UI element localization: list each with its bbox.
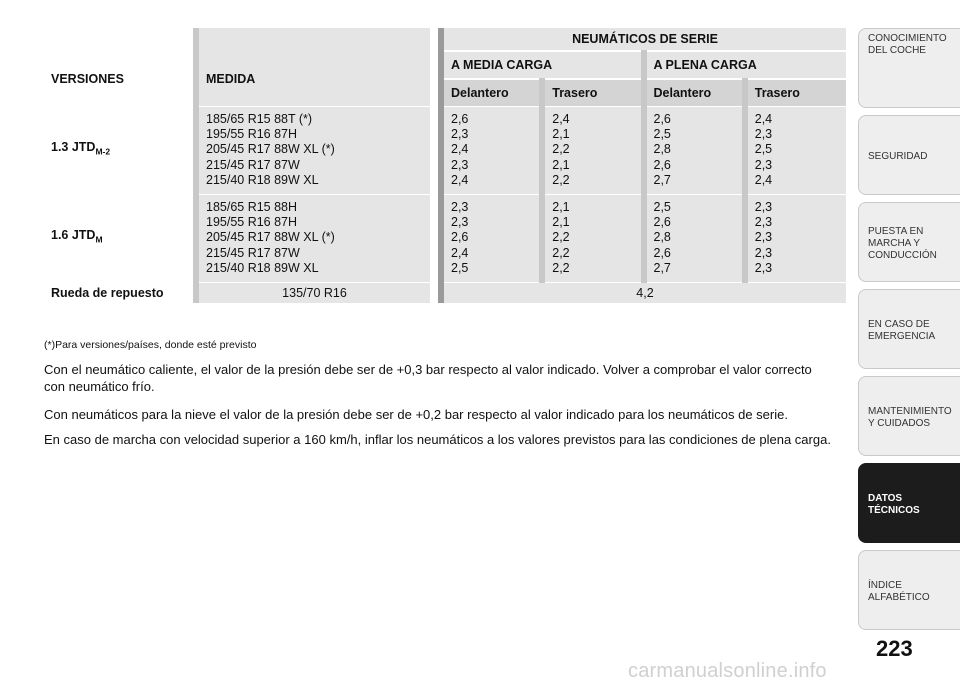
medida-cell: 185/65 R15 88H 195/55 R16 87H 205/45 R17 88W XL (*) 215/45 R17 87W 215/40 R18 89W XL	[196, 195, 430, 283]
footnote: (*)Para versiones/países, donde esté previsto	[44, 339, 257, 351]
plena-trasero-cell: 2,3 2,3 2,3 2,3 2,3	[745, 195, 846, 283]
medida-cell: 185/65 R15 88T (*) 195/55 R16 87H 205/45 R17 88W XL (*) 215/45 R17 87W 215/40 R18 89W XL	[196, 107, 430, 195]
media-trasero-cell: 2,4 2,1 2,2 2,1 2,2	[542, 107, 643, 195]
page-number: 223	[876, 636, 913, 661]
header-plena-trasero: Trasero	[745, 79, 846, 107]
header-series: NEUMÁTICOS DE SERIE	[441, 28, 846, 51]
header-media-carga: A MEDIA CARGA	[441, 51, 644, 79]
paragraph: Con neumáticos para la nieve el valor de la presión debe ser de +0,2 bar respecto al valor indicado para los neumáticos de serie.	[44, 407, 788, 422]
header-media-delantero: Delantero	[441, 79, 542, 107]
version-cell: 1.6 $JTD_M$	[44, 195, 196, 283]
tab-datos-tecnicos[interactable]: DATOS TÉCNICOS	[858, 463, 960, 543]
header-versiones: VERSIONES	[51, 71, 124, 86]
table-row	[44, 107, 846, 195]
header-plena-carga: A PLENA CARGA	[644, 51, 847, 79]
tab-indice-alfabetico[interactable]: ÍNDICE ALFABÉTICO	[858, 550, 960, 630]
table-row-spare	[44, 283, 846, 304]
spare-value: 4,2	[441, 283, 846, 304]
tab-seguridad[interactable]: SEGURIDAD	[858, 115, 960, 195]
media-delantero-cell: 2,3 2,3 2,6 2,4 2,5	[441, 195, 542, 283]
paragraph: En caso de marcha con velocidad superior a 160 km/h, inflar los neumáticos a los valores previstos para las condiciones de plena carga.	[44, 432, 831, 447]
plena-delantero-cell: 2,6 2,5 2,8 2,6 2,7	[644, 107, 745, 195]
tab-puesta-en-marcha[interactable]: PUESTA EN MARCHA Y CONDUCCIÓN	[858, 202, 960, 282]
spare-label: Rueda de repuesto	[44, 283, 196, 304]
version-cell: 1.3 $JTD_{M-2}$	[44, 107, 196, 195]
spare-medida: 135/70 R16	[196, 283, 430, 304]
paragraph: Con el neumático caliente, el valor de la presión debe ser de +0,3 bar respecto al valor indicado. Volver a comprobar el valor correcto con neumático frío.	[44, 362, 812, 394]
plena-trasero-cell: 2,4 2,3 2,5 2,3 2,4	[745, 107, 846, 195]
watermark: carmanualsonline.info	[628, 660, 827, 682]
media-trasero-cell: 2,1 2,1 2,2 2,2 2,2	[542, 195, 643, 283]
header-media-trasero: Trasero	[542, 79, 643, 107]
tab-conocimiento-del-coche[interactable]: CONOCIMIENTO DEL COCHE	[858, 28, 960, 108]
header-plena-delantero: Delantero	[644, 79, 745, 107]
media-delantero-cell: 2,6 2,3 2,4 2,3 2,4	[441, 107, 542, 195]
header-medida: MEDIDA	[196, 51, 430, 107]
plena-delantero-cell: 2,5 2,6 2,8 2,6 2,7	[644, 195, 745, 283]
tab-mantenimiento-y-cuidados[interactable]: MANTENIMIENTO Y CUIDADOS	[858, 376, 960, 456]
tire-pressure-table	[44, 28, 846, 303]
tab-en-caso-de-emergencia[interactable]: EN CASO DE EMERGENCIA	[858, 289, 960, 369]
table-row	[44, 195, 846, 283]
